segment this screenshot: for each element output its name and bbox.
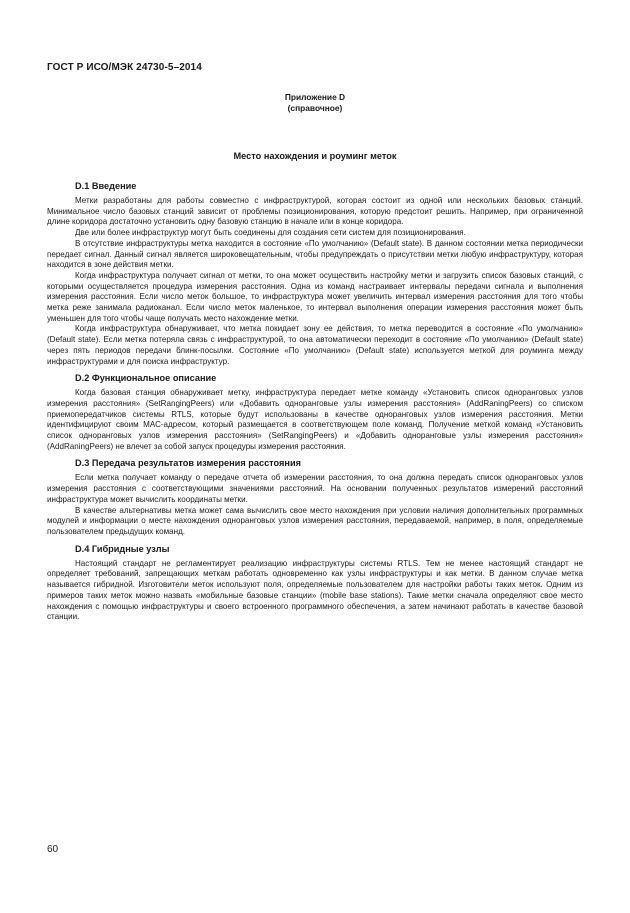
section-heading: D.2 Функциональное описание <box>75 373 217 384</box>
paragraph: В отсутствие инфраструктуры метка находится в состояние «По умолчанию» (Default state). В данном состоянии метка периодически передает сигнал. Данный сигнал является широковещательным, чтобы предупреждать о присутствии метки любую инфраструктуру, которая находится в зоне действия метки. <box>47 238 583 270</box>
section-heading: D.1 Введение <box>75 181 137 191</box>
appendix-label <box>47 92 583 115</box>
appendix-subtitle: (справочное) <box>287 103 343 114</box>
section-hybrid-nodes <box>47 542 583 623</box>
content <box>47 175 583 623</box>
section-functional-description <box>47 371 583 452</box>
paragraph: Когда базовая станция обнаруживает метку, инфраструктура передает метке команду «Установить список одноранговых узлов измерения расстояния» (SetRangingPeers) или «Добавить одноранговые узлы измерения расстояния» (AddRaningPeers) со списком приемопередатчиков системы RTLS, которые будут использованы в качестве одноранговых узлов измерения расстояния. Метки идентифицируют своим МАС-адресом, который размещается в соответствующем поле команд. Получение меткой команд «Установить список одноранговых узлов измерения расстояния» (SetRangingPeers) и «Добавить одноранговые узлы измерения расстояния» (AddRaningPeers) не влечет за собой запуск процедуры измерения расстояния. <box>47 388 583 451</box>
paragraph: Метки разработаны для работы совместно с инфраструктурой, которая состоит из одной или нескольких базовых станций. Минимальное число базовых станций зависит от проблемы позиционирования, которую предстоит решить. Например, при ограниченной длине коридора достаточно установить одну базовую станцию в начале или в конце коридора. <box>47 196 583 227</box>
paragraph: Когда инфраструктура обнаруживает, что метка покидает зону ее действия, то метка переводится в состояние «По умолчанию» (Default state). Если метка потеряла связь с инфраструктурой, то она автоматически переходит в состояние «По умолчанию» (Default state) через пять периодов передачи блинк-посылки. Состояние «По умолчанию» (Default state) используется меткой для роуминга между инфраструктурами и для поиска инфраструктур. <box>47 324 583 366</box>
paragraph: Две или более инфраструктур могут быть соединены для создания сети систем для позиционирования. <box>75 228 466 238</box>
paragraph: Когда инфраструктура получает сигнал от метки, то она может осуществить настройку метки и загрузить список базовых станций, с которыми осуществляется процедура измерения расстояния. Одна из команд настраивает интервалы передачи сигнала и выполнения измерения расстояния. Если число меток большое, то инфраструктура может увеличить интервал измерения расстояния для того чтобы метка реже занимала радиоканал. Если число меток маленькое, то интервал выполнения операции измерения расстояния может быть уменьшен для того чтобы чаще получать место нахождение метки. <box>47 270 583 323</box>
section-heading: D.3 Передача результатов измерения расстояния <box>75 458 301 469</box>
section-heading: D.4 Гибридные узлы <box>75 543 170 554</box>
section-introduction <box>47 179 583 367</box>
paragraph: Если метка получает команду о передаче отчета об измерении расстояния, то она должна передать список одноранговых узлов измерения расстояния с соответствующими значениями расстояний. На основании полученных результатов измерений расстояний инфраструктура может вычислить координаты метки. <box>47 473 583 504</box>
paragraph: В качестве альтернативы метка может сама вычислить свое место нахождения при условии наличия дополнительных программных модулей и информации о месте нахождения одноранговых узлов измерения расстояния, передаваемой, например, в поля, определяемые пользователем предыдущих команд. <box>47 505 583 536</box>
section-ranging-results <box>47 456 583 537</box>
page-title: Место нахождения и роуминг меток <box>233 151 397 161</box>
paragraph: Настоящий стандарт не регламентирует реализацию инфраструктуры системы RTLS. Тем не менее настоящий стандарт не определяет требований, запрещающих меткам работать одновременно как узлы инфраструктуры и как метки. В данном случае метка называется гибридной. Изготовители меток используют поля, определяемые пользователем для настройки работы таких меток. Одним из примеров таких меток можно назвать «мобильные базовые станции» (mobile base stations). Такие метки сначала определяют свое место нахождения с помощью инфраструктуры и своего встроенного программного обеспечения, а затем начинают работать в качестве базовой станции. <box>47 558 583 622</box>
appendix-title: Приложение D <box>284 92 346 102</box>
document-header: ГОСТ Р ИСО/МЭК 24730-5–2014 <box>47 62 202 73</box>
page-number: 60 <box>47 844 59 855</box>
